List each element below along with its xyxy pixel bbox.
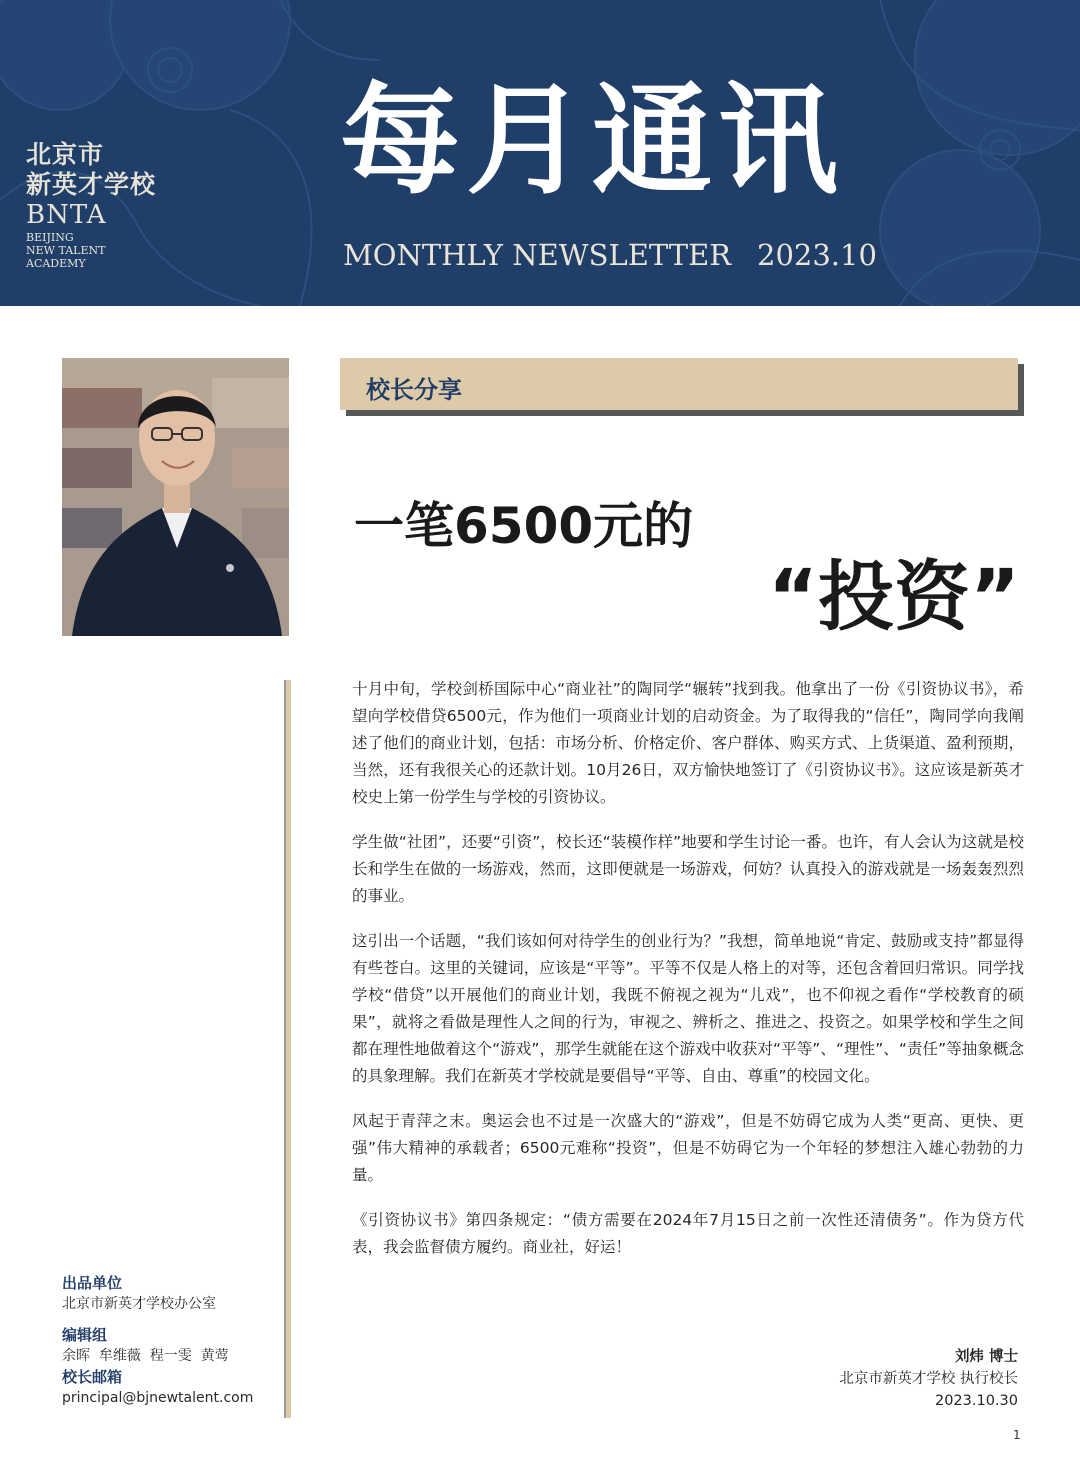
principal-portrait <box>62 358 289 636</box>
header-banner <box>0 0 1080 306</box>
section-label <box>340 358 1018 410</box>
paragraph: 《引资协议书》第四条规定：“债方需要在2024年7月15日之前一次性还清债务”。作为贷方代表，我会监督债方履约。商业社，好运！ <box>352 1211 1024 1256</box>
school-cn-line1: 北京市 <box>26 140 105 169</box>
article-body <box>352 676 1024 1279</box>
email-label: 校长邮箱 <box>62 1368 123 1386</box>
school-en-line2: NEW TALENT <box>26 244 106 257</box>
newsletter-title-en: MONTHLY NEWSLETTER <box>343 238 732 272</box>
school-en-line3: ACADEMY <box>26 257 86 270</box>
paragraph: 十月中旬，学校剑桥国际中心“商业社”的陶同学“辗转”找到我。他拿出了一份《引资协议书》，希望向学校借贷6500元，作为他们一项商业计划的启动资金。为了取得我的“信任”，陶同学向我阐述了他们的商业计划，包括：市场分析、价格定价、客户群体、购买方式、上货渠道、盈利预期，当然，还有我很关心的还款计划。10月26日，双方愉快地签订了《引资协议书》。这应该是新英才校史上第一份学生与学校的引资协议。 <box>352 680 1024 806</box>
publisher-label: 出品单位 <box>62 1274 123 1292</box>
page-number: 1 <box>1013 1428 1021 1442</box>
school-logo-en <box>26 231 105 270</box>
paragraph: 风起于青萍之末。奥运会也不过是一次盛大的“游戏”，但是不妨碍它成为人类“更高、更快、更强”伟大精神的承载者；6500元难称“投资”，但是不妨碍它为一个年轻的梦想注入雄心勃勃的力量。 <box>352 1112 1024 1184</box>
paragraph: 这引出一个话题，“我们该如何对待学生的创业行为？”我想，简单地说“肯定、鼓励或支持”都显得有些苍白。这里的关键词，应该是“平等”。平等不仅是人格上的对等，还包含着回归常识。同学找学校“借贷”以开展他们的商业计划，我既不俯视之视为“儿戏”，也不仰视之看作“学校教育的硕果”，就将之看做是理性人之间的行为，审视之、辨析之、推进之、投资之。如果学校和学生之间都在理性地做着这个“游戏”，那学生就能在这个游戏中收获对“平等”、“理性”、“责任”等抽象概念的具象理解。我们在新英才学校就是要倡导“平等、自由、尊重”的校园文化。 <box>352 932 1024 1085</box>
editors-label: 编辑组 <box>62 1326 108 1344</box>
signature-date: 2023.10.30 <box>934 1393 1018 1409</box>
paragraph: 学生做“社团”，还要“引资”，校长还“装模作样”地要和学生讨论一番。也许，有人会认为这就是校长和学生在做的一场游戏，然而，这即便就是一场游戏，何妨？认真投入的游戏就是一场轰轰烈烈的事业。 <box>352 833 1024 905</box>
school-logo-cn <box>26 140 156 200</box>
principal-email[interactable]: principal@bjnewtalent.com <box>62 1390 254 1406</box>
signature-name: 刘炜 博士 <box>954 1349 1018 1365</box>
issue-date: 2023.10 <box>757 238 877 272</box>
school-en-line1: BEIJING <box>26 231 74 244</box>
signature-title: 北京市新英才学校 执行校长 <box>839 1371 1018 1387</box>
article-headline-line2: “投资” <box>768 552 1020 641</box>
editors: 余晖 牟维薇 程一雯 黄莺 <box>62 1348 229 1364</box>
newsletter-title-cn: 每月通讯 <box>340 72 844 211</box>
signature <box>839 1346 1018 1412</box>
section-label-text: 校长分享 <box>366 376 462 404</box>
credits <box>62 1273 292 1409</box>
publisher: 北京市新英才学校办公室 <box>62 1296 216 1312</box>
portrait-image <box>62 358 289 636</box>
school-cn-line2: 新英才学校 <box>26 170 157 199</box>
school-abbr: BNTA <box>26 200 107 230</box>
article-headline-line1: 一笔6500元的 <box>354 497 694 555</box>
